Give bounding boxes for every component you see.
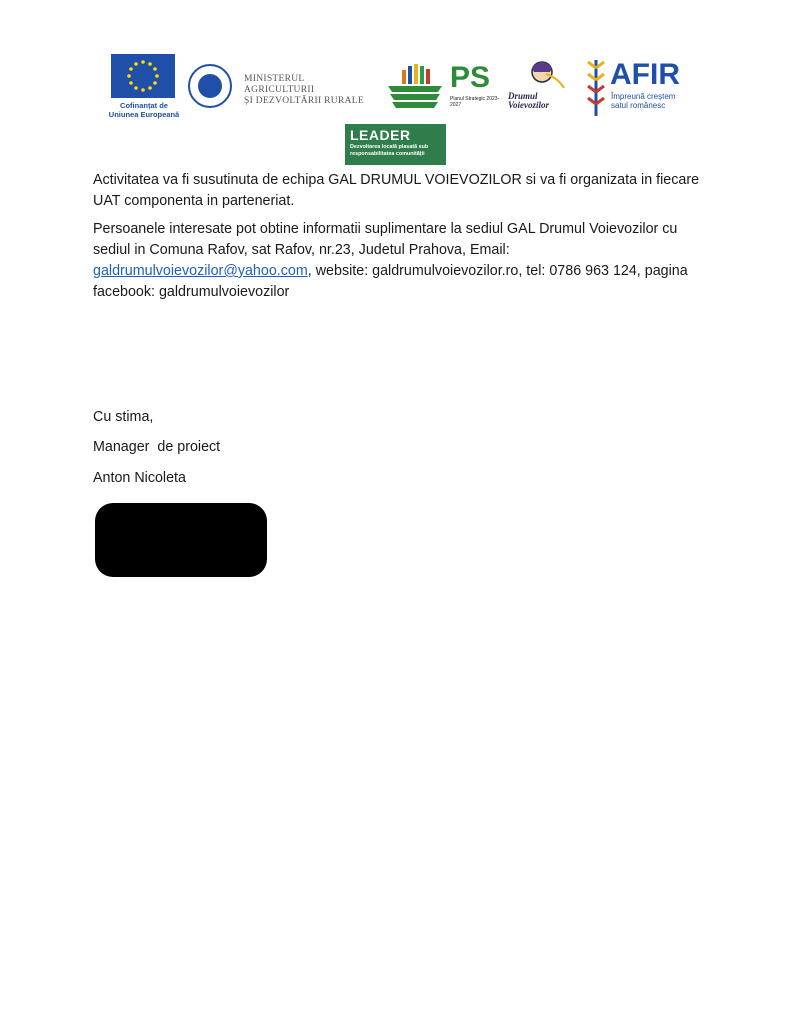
email-link[interactable]: galdrumulvoievozilor@yahoo.com [93, 263, 308, 279]
ps-subtitle: Planul Strategic 2023-2027 [450, 96, 500, 108]
government-seal-icon [188, 64, 232, 108]
logo-header [108, 54, 688, 120]
paragraph-activity: Activitatea va fi susutinuta de echipa GAL DRUMUL VOIEVOZILOR si va fi organizata in fiecare UAT componenta in parteneriat. [93, 172, 700, 209]
eu-flag-icon [111, 54, 175, 98]
ministry-name-line2: ȘI DEZVOLTĂRII RURALE [244, 96, 364, 106]
paragraph-contact [93, 219, 703, 303]
greeting: Cu stima, [93, 409, 154, 425]
afir-title: AFIR [610, 58, 680, 91]
ps-logo [384, 60, 500, 114]
leader-logo [345, 124, 446, 165]
signer-name: Anton Nicoleta [93, 470, 186, 486]
letter-body [93, 170, 703, 310]
dv-line2: Voievozilor [508, 100, 550, 110]
dv-line1: Drumul [508, 91, 538, 101]
ministry-logo [244, 74, 372, 107]
leader-subtitle: Dezvoltarea locală plasată sub responsabilitatea comunității [350, 144, 429, 157]
ministry-name-line1: MINISTERUL AGRICULTURII [244, 74, 315, 95]
eu-logo [108, 54, 180, 124]
drumul-voievozilor-logo [506, 58, 574, 116]
ps-emblem-icon [384, 60, 446, 114]
government-logo [188, 64, 234, 110]
afir-tagline-line1: Împreună creștem [611, 92, 676, 101]
afir-wheat-icon [584, 58, 608, 118]
contact-text-after: , website: galdrumulvoievozilor.ro, tel: 0786 963 124, pagina facebook: galdrumulvoievozilor [93, 263, 688, 300]
ps-title: PS [450, 61, 491, 94]
redacted-signature [95, 503, 267, 577]
leader-title: LEADER [350, 127, 411, 143]
afir-tagline-line2: satul românesc [611, 101, 666, 110]
knight-emblem-icon [512, 58, 572, 94]
afir-logo [584, 56, 688, 120]
eu-stars-icon [111, 54, 175, 98]
contact-text-before: Persoanele interesate pot obtine informatii suplimentare la sediul GAL Drumul Voievozilor cu sediul in Comuna Rafov, sat Rafov, nr.23, Judetul Prahova, Email: [93, 221, 678, 258]
signer-role: Manager de proiect [93, 439, 221, 455]
eu-caption: Cofinanțat de Uniunea Europeană [108, 101, 180, 119]
